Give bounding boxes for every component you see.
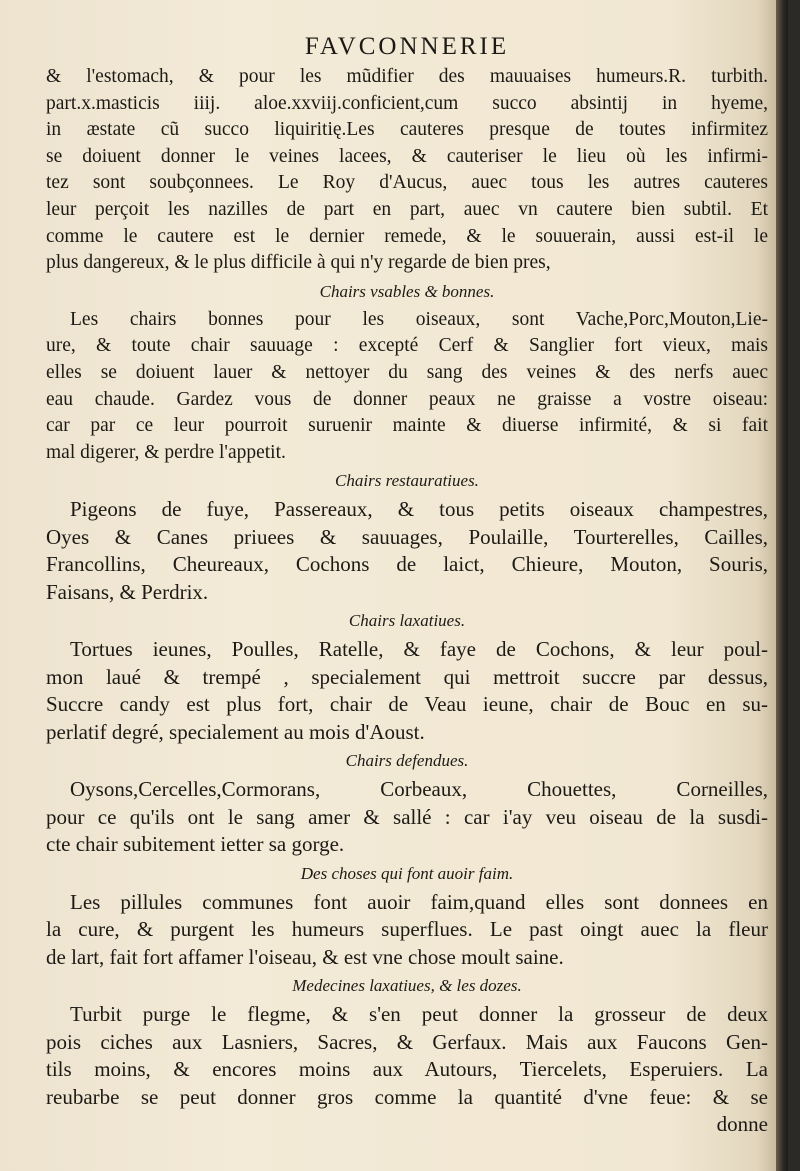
section-heading: Chairs laxatiues. <box>348 611 466 631</box>
text-line: perlatif degré, specialement au mois d'Aoust. <box>46 719 425 744</box>
text-line: tez sont soubçonnees. Le Roy d'Aucus, auec tous les autres cauteres <box>46 172 768 194</box>
text-line: Succre candy est plus fort, chair de Veau ieune, chair de Bouc en su- <box>46 692 768 717</box>
running-header: FAVCONNERIE <box>304 33 510 60</box>
section-heading: Chairs defendues. <box>345 751 469 771</box>
text-line: la cure, & purgent les humeurs superflues. Le past oingt auec la fleur <box>46 917 768 942</box>
text-line: Faisans, & Perdrix. <box>46 579 209 604</box>
text-line: pour ce qu'ils ont le sang amer & sallé : car i'ay veu oiseau de la susdi- <box>46 804 768 829</box>
text-line: plus dangereux, & le plus difficile à qui n'y regarde de bien pres, <box>46 252 551 274</box>
paragraph-chairs-restauratiues <box>46 496 768 606</box>
section-heading: Chairs restauratiues. <box>335 471 479 491</box>
text-line: in æstate cũ succo liquiritię.Les cauteres presque de toutes infirmitez <box>46 119 768 141</box>
text-line: mon laué & trempé , specialement qui mettroit succre par dessus, <box>46 664 768 689</box>
text-line: mal digerer, & perdre l'appetit. <box>46 441 286 463</box>
text-line: Les pillules communes font auoir faim,quand elles sont donnees en <box>70 889 768 914</box>
text-line: Pigeons de fuye, Passereaux, & tous petits oiseaux champestres, <box>70 497 768 522</box>
text-line: leur perçoit les nazilles de part en part, auec vn cautere bien subtil. Et <box>46 198 768 220</box>
text-line: Tortues ieunes, Poulles, Ratelle, & faye de Cochons, & leur poul- <box>70 637 768 662</box>
paragraph-medecines-laxatiues <box>46 1001 768 1139</box>
text-line: tils moins, & encores moins aux Autours, Tiercelets, Esperuiers. La <box>46 1057 768 1082</box>
text-line: reubarbe se peut donner gros comme la quantité d'vne feue: & se <box>46 1084 768 1109</box>
paragraph-chairs-defendues <box>46 776 768 859</box>
section-heading: Des choses qui font auoir faim. <box>300 863 514 883</box>
text-line: Turbit purge le flegme, & s'en peut donner la grosseur de deux <box>70 1002 768 1027</box>
catchword: donne <box>716 1112 768 1137</box>
text-line: & l'estomach, & pour les mũdifier des mauuaises humeurs.R. turbith. <box>46 66 768 87</box>
text-line: cte chair subitement ietter sa gorge. <box>46 832 345 857</box>
text-line: elles se doiuent lauer & nettoyer du sang des veines & des nerfs auec <box>46 361 768 383</box>
text-line: Francollins, Cheureaux, Cochons de laict, Chieure, Mouton, Souris, <box>46 552 768 577</box>
text-line: eau chaude. Gardez vous de donner peaux ne graisse a vostre oiseau: <box>46 388 768 410</box>
paragraph-chairs-laxatiues <box>46 636 768 746</box>
text-line: pois ciches aux Lasniers, Sacres, & Gerfaux. Mais aux Faucons Gen- <box>46 1029 768 1054</box>
text-line: ure, & toute chair sauuage : excepté Cerf & Sanglier fort vieux, mais <box>46 335 768 357</box>
text-line: comme le cautere est le dernier remede, & le souuerain, aussi est-il le <box>46 225 768 247</box>
text-line: car par ce leur pourroit suruenir mainte & diuerse infirmité, & si fait <box>46 415 768 437</box>
section-heading: Chairs vsables & bonnes. <box>319 281 495 301</box>
paragraph-auoir-faim <box>46 889 768 972</box>
text-line: de lart, fait fort affamer l'oiseau, & est vne chose moult saine. <box>46 944 564 969</box>
paragraph-cauteres <box>46 64 768 277</box>
text-line: part.x.masticis iiij. aloe.xxviij.conficient,cum succo absintij in hyeme, <box>46 92 768 114</box>
text-line: Oysons,Cercelles,Cormorans, Corbeaux, Chouettes, Corneilles, <box>70 777 768 802</box>
paragraph-chairs-vsables <box>46 307 768 467</box>
page-edge-shadow <box>776 0 788 1171</box>
section-heading: Medecines laxatiues, & les dozes. <box>292 976 522 996</box>
text-line: se doiuent donner le veines lacees, & cauteriser le lieu où les infirmi- <box>46 145 768 167</box>
text-line: Les chairs bonnes pour les oiseaux, sont Vache,Porc,Mouton,Lie- <box>70 308 768 330</box>
text-line: Oyes & Canes priuees & sauuages, Poulaille, Tourterelles, Cailles, <box>46 524 768 549</box>
page-text <box>46 30 768 1139</box>
